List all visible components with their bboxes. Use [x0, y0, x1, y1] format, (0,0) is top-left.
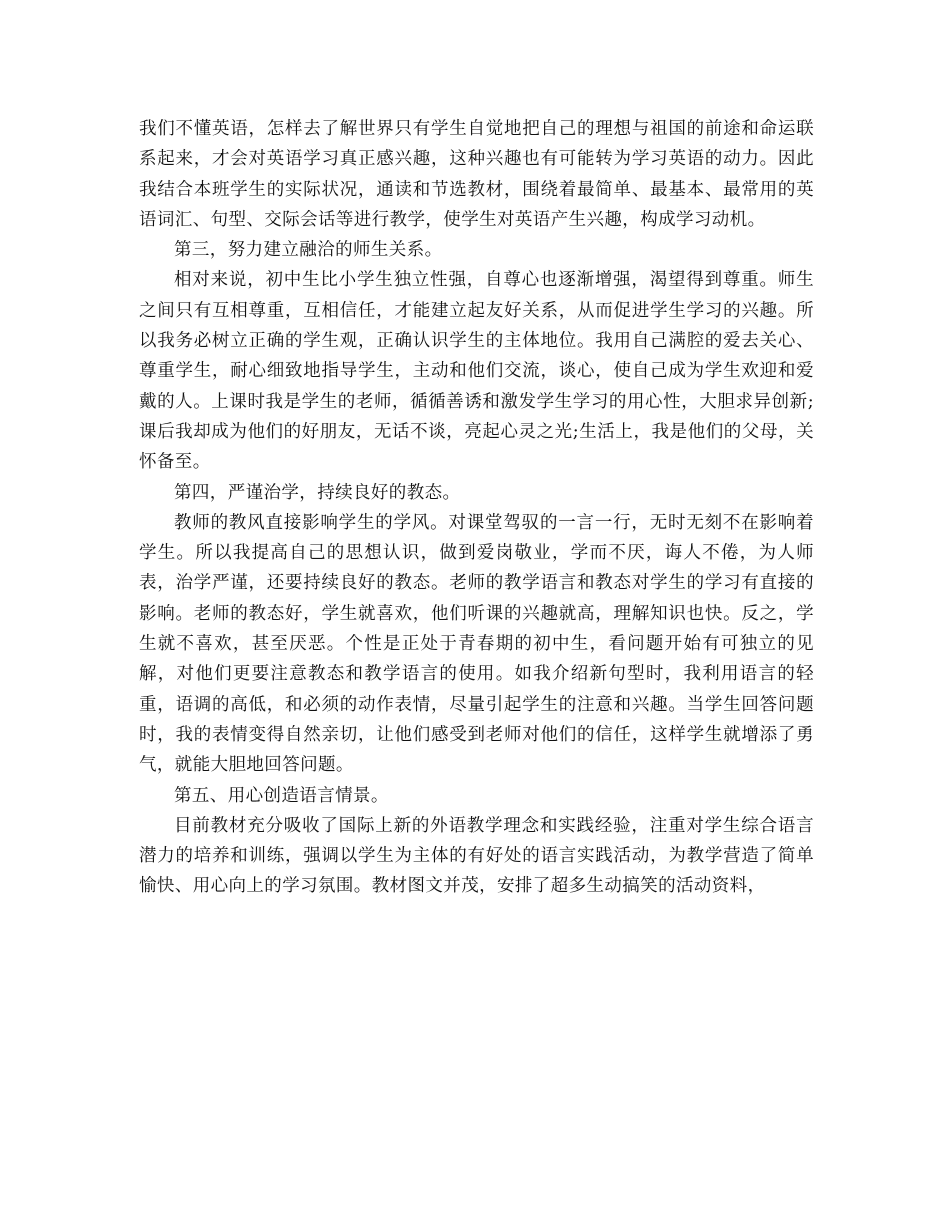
paragraph-teacher-student-relationship: 相对来说，初中生比小学生独立性强，自尊心也逐渐增强，渴望得到尊重。师生之间只有互相尊重，互相信任，才能建立起友好关系，从而促进学生学习的兴趣。所以我务必树立正确的学生观，正确认识学生的主体地位。我用自己满腔的爱去关心、尊重学生，耐心细致地指导学生，主动和他们交流，谈心，使自己成为学生欢迎和爱戴的人。上课时我是学生的老师，循循善诱和激发学生学习的用心性，大胆求异创新;课后我却成为他们的好朋友，无话不谈，亮起心灵之光;生活上，我是他们的父母，关怀备至。	[139, 270, 814, 473]
paragraph-teaching-demeanor: 教师的教风直接影响学生的学风。对课堂驾驭的一言一行，无时无刻不在影响着学生。所以我提高自己的思想认识，做到爱岗敬业，学而不厌，诲人不倦，为人师表，治学严谨，还要持续良好的教态。老师的教学语言和教态对学生的学习有直接的影响。老师的教态好，学生就喜欢，他们听课的兴趣就高，理解知识也快。反之，学生就不喜欢，甚至厌恶。个性是正处于青春期的初中生，看问题开始有可独立的见解，对他们更要注意教态和教学语言的使用。如我介绍新句型时，我利用语言的轻重，语调的高低，和必须的动作表情，尽量引起学生的注意和兴趣。当学生回答问题时，我的表情变得自然亲切，让他们感受到老师对他们的信任，这样学生就增添了勇气，就能大胆地回答问题。	[139, 512, 814, 776]
section-heading-four: 第四，严谨治学，持续良好的教态。	[174, 482, 461, 503]
document-body	[139, 114, 814, 902]
section-heading-five: 第五、用心创造语言情景。	[174, 785, 389, 806]
section-heading-three: 第三，努力建立融洽的师生关系。	[174, 240, 443, 261]
paragraph-continuation: 我们不懂英语，怎样去了解世界只有学生自觉地把自己的理想与祖国的前途和命运联系起来，才会对英语学习真正感兴趣，这种兴趣也有可能转为学习英语的动力。因此我结合本班学生的实际状况，通读和节选教材，围绕着最简单、最基本、最常用的英语词汇、句型、交际会话等进行教学，使学生对英语产生兴趣，构成学习动机。	[139, 119, 814, 230]
paragraph-language-context: 目前教材充分吸收了国际上新的外语教学理念和实践经验，注重对学生综合语言潜力的培养和训练，强调以学生为主体的有好处的语言实践活动，为教学营造了简单愉快、用心向上的学习氛围。教材图文并茂，安排了超多生动搞笑的活动资料，	[139, 815, 814, 897]
